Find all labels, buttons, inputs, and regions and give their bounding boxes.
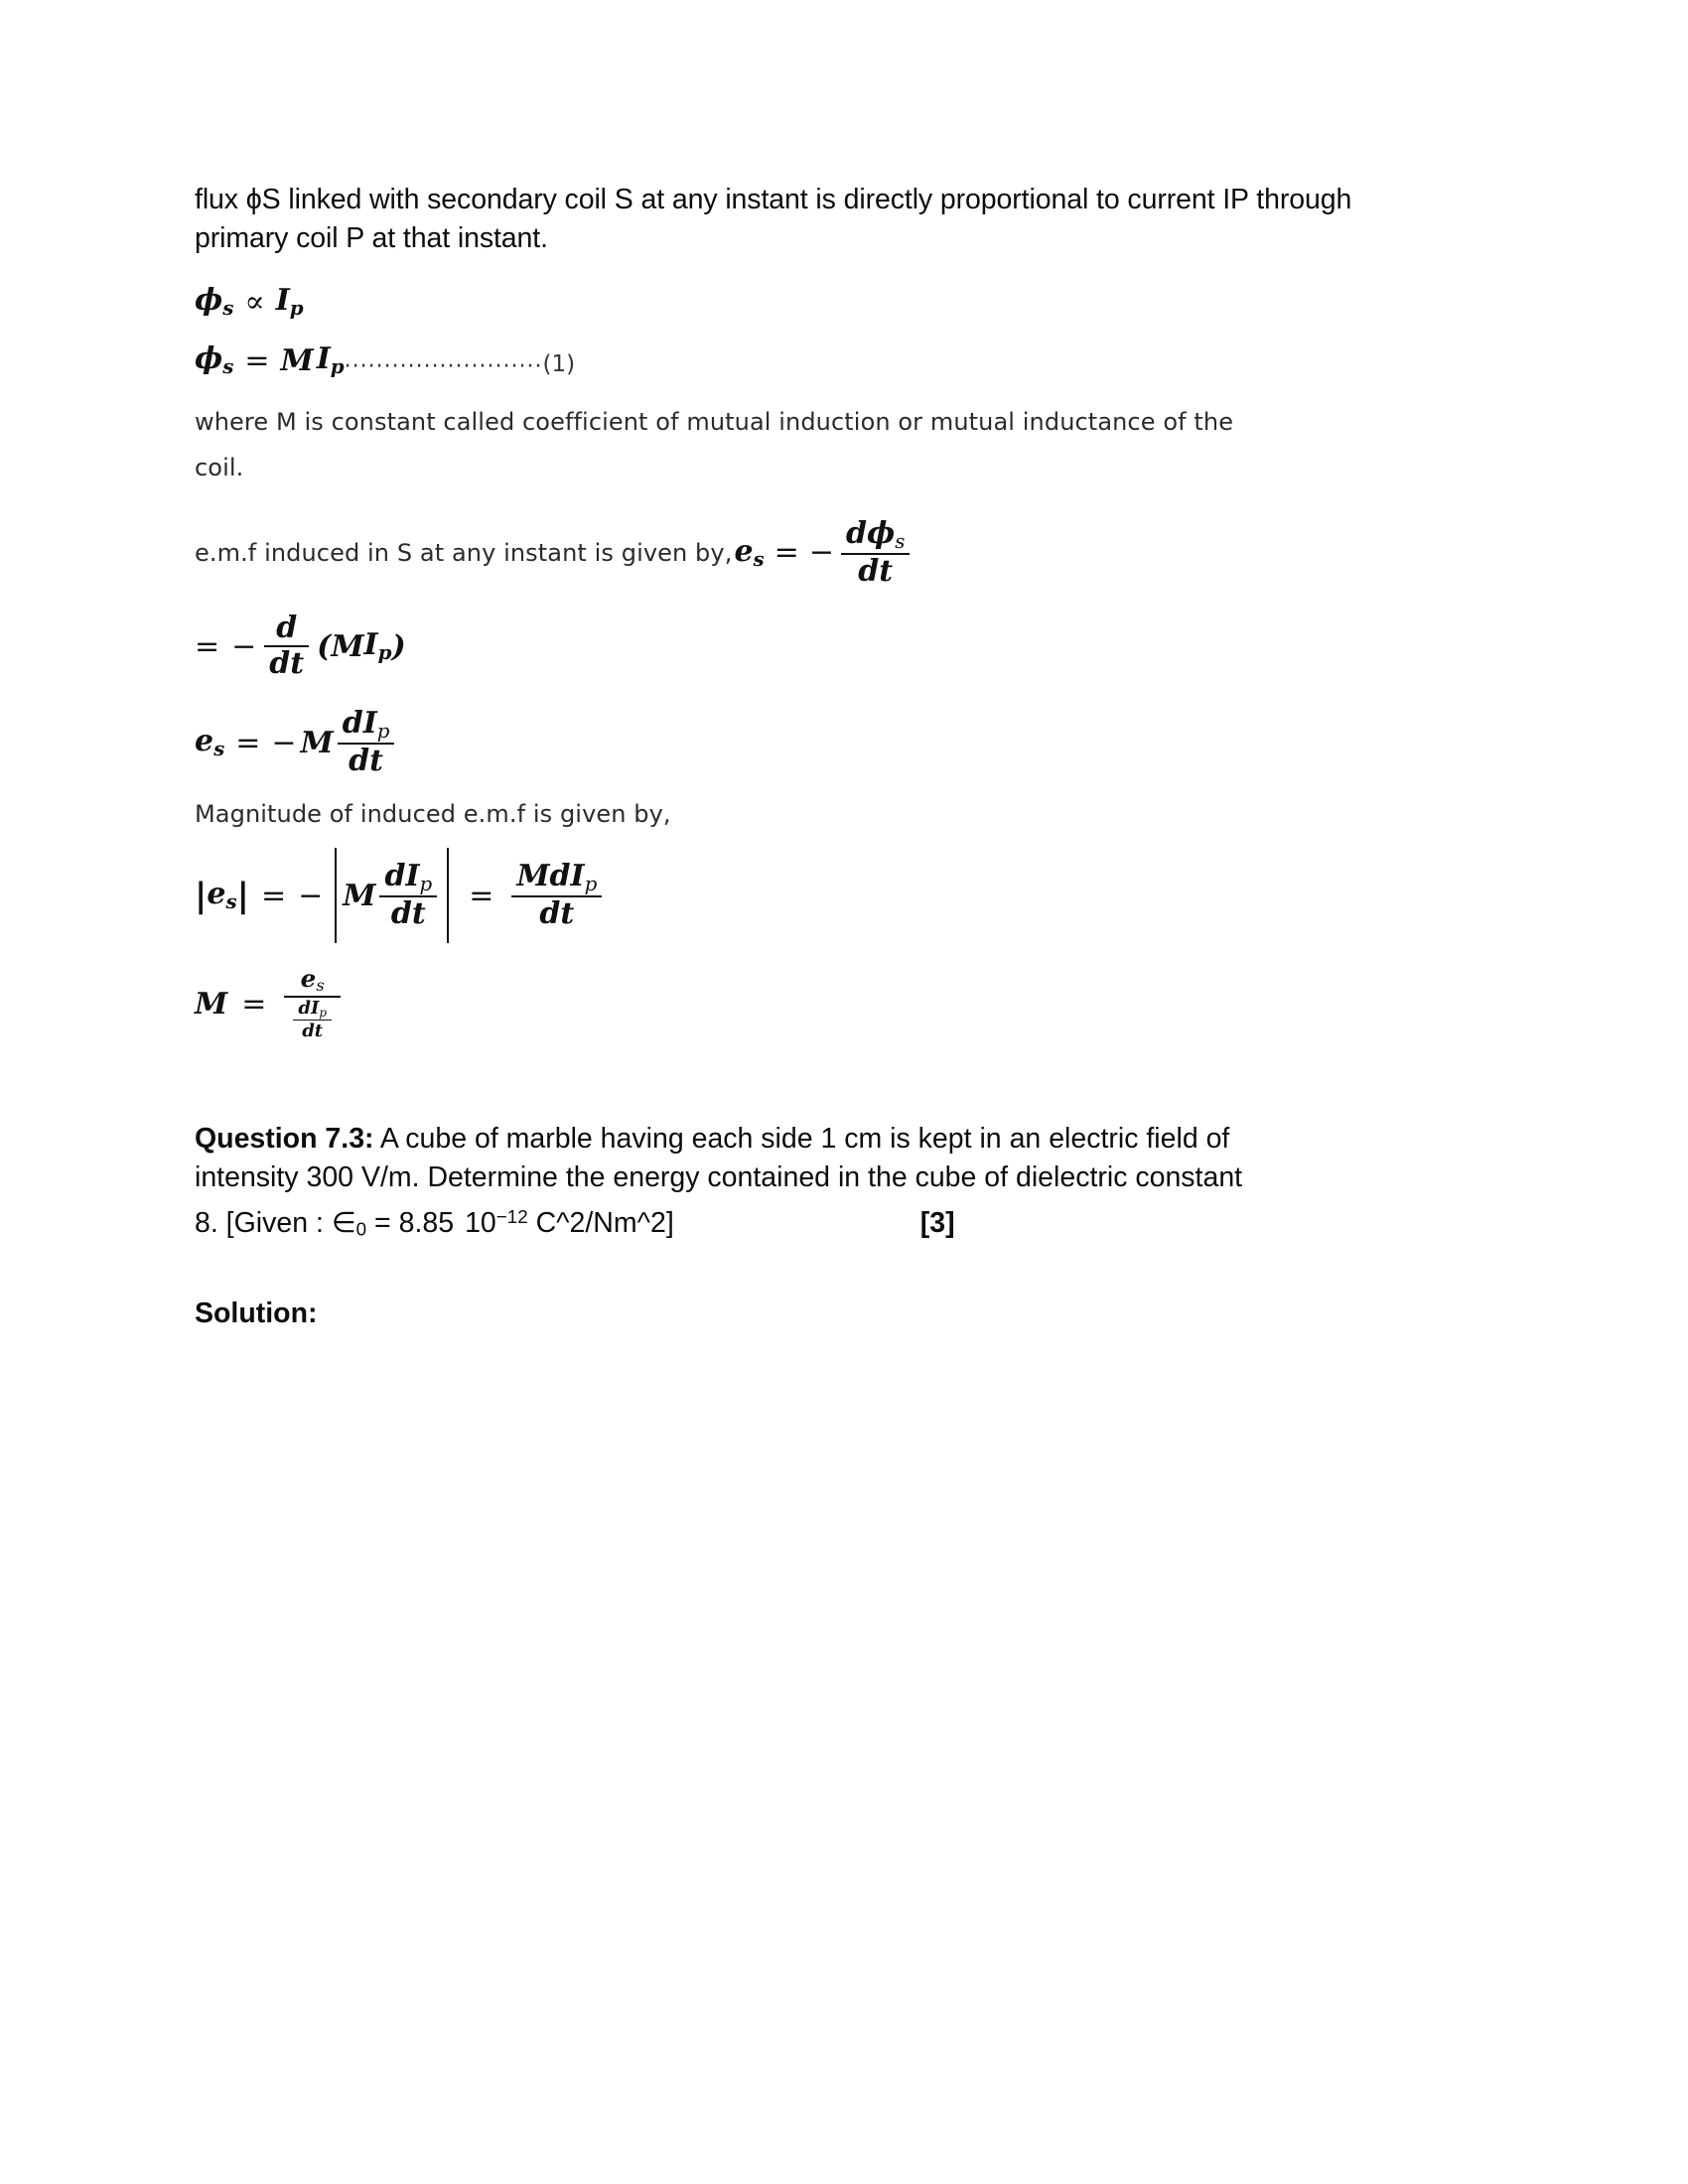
question-units: C^2/Nm^2] [527, 1207, 674, 1240]
mutual-inductance-symbol: M [280, 342, 314, 378]
mdip-dt-fraction [511, 858, 602, 931]
equals-operator: = [244, 342, 270, 378]
dphi-dt-fraction [841, 515, 910, 589]
minus-operator: − [808, 535, 834, 571]
equation-expand [195, 604, 1426, 689]
document-content [195, 181, 1426, 1330]
question-label: Question 7.3: [195, 1123, 374, 1155]
fraction-numerator [296, 966, 330, 996]
inner-fraction-denominator: dt [302, 1021, 324, 1042]
equation-mutual-inductance-definition [195, 949, 1426, 1058]
equals-operator: = [774, 535, 799, 571]
question-block [195, 1120, 1426, 1248]
equation-absolute-emf [195, 848, 1426, 943]
fraction-denominator: dt [349, 743, 383, 778]
subscript-p: p [584, 872, 598, 895]
i-symbol: I [362, 705, 377, 741]
abs-bar-left-outer: | [195, 876, 208, 915]
m-outer-fraction [284, 966, 341, 1040]
dip-dt-inner-fraction [293, 1000, 332, 1041]
inner-fraction-numerator [293, 1000, 332, 1020]
equals-operator: = [235, 725, 261, 760]
current-ip-symbol: $I_p$ [363, 627, 392, 665]
paren-close: ) [391, 628, 406, 664]
marks-badge: [3] [919, 1207, 955, 1240]
fraction-denominator [284, 998, 341, 1041]
phi-symbol: ϕ [866, 515, 896, 551]
note-magnitude: Magnitude of induced e.m.f is given by, [195, 800, 671, 828]
fraction-denominator: dt [269, 645, 305, 681]
subscript-s: s [895, 529, 906, 553]
current-ip-symbol: $I_p$ [275, 283, 304, 321]
equals-operator: = [260, 878, 287, 913]
fraction-numerator: d [276, 610, 298, 645]
note-where-m-line1: where M is constant called coefficient of mutual induction or mutual inductance of the [195, 408, 1234, 436]
fraction-numerator [841, 515, 910, 553]
subscript-p: p [376, 719, 390, 743]
equals-operator: = [195, 628, 220, 664]
note-where-m [195, 399, 1426, 490]
question-line-2: intensity 300 V/m. Determine the energy contained in the cube of dielectric constant [195, 1161, 1243, 1193]
question-line-3 [195, 1197, 1426, 1248]
d-symbol: d [384, 858, 406, 893]
minus-operator: − [298, 878, 324, 913]
fraction-denominator: dt [390, 895, 426, 931]
equals-operator-2: = [469, 878, 494, 913]
solution-label: Solution: [195, 1297, 318, 1330]
equals-operator: = [241, 986, 267, 1022]
power-of-ten: $10^{-12}$ [465, 1206, 528, 1240]
emf-es-symbol: $e_s$ [207, 877, 237, 914]
question-given-prefix: 8. [Given : [195, 1207, 332, 1240]
emf-es-symbol: $e_s$ [734, 534, 765, 572]
dotted-leader: ························· [344, 353, 543, 379]
intro-paragraph: flux ϕS linked with secondary coil S at any instant is directly proportional to current IP through primary coil P at that instant. [195, 184, 1352, 254]
epsilon-naught-symbol: $\in_0$ [331, 1207, 367, 1240]
equation-proportionality [195, 280, 1426, 324]
equation-es [195, 697, 1426, 788]
epsilon-value: = 8.85 [366, 1207, 455, 1240]
i-symbol: I [570, 858, 585, 893]
abs-bar-right-outer: | [236, 876, 249, 915]
d-symbol: d [298, 998, 311, 1020]
question-line-1 [195, 1120, 1426, 1159]
equation-emf-row [195, 516, 1426, 590]
note-where-m-line2: coil. [195, 454, 244, 481]
d-symbol: d [845, 515, 867, 551]
phi-s-symbol: $\phi_s$ [195, 341, 234, 379]
m-symbol: M [516, 858, 550, 893]
mutual-inductance-symbol: M [300, 725, 334, 760]
d-symbol: d [549, 858, 571, 893]
equation-one [195, 338, 1426, 383]
fraction-numerator [379, 858, 437, 895]
emf-lead-text: e.m.f induced in S at any instant is given by, [195, 539, 733, 567]
fraction-denominator: dt [539, 895, 575, 931]
emf-expression [734, 515, 914, 589]
d-dt-fraction [264, 610, 309, 681]
current-ip-symbol: $I_p$ [316, 341, 345, 379]
subscript-p: p [419, 872, 433, 895]
e-symbol: e [300, 964, 317, 994]
abs-bar-left-tall [335, 848, 337, 943]
minus-operator: − [231, 628, 257, 664]
question-line-1-text: A cube of marble having each side 1 cm is kept in an electric field of [373, 1123, 1230, 1155]
mutual-inductance-symbol: M [195, 986, 228, 1022]
phi-s-symbol: $\phi_s$ [195, 283, 234, 321]
mutual-inductance-symbol: M [331, 628, 364, 664]
fraction-numerator [511, 858, 602, 895]
dip-dt-fraction [379, 858, 437, 931]
paren-open: ( [317, 628, 332, 664]
subscript-s: s [316, 976, 325, 996]
fraction-denominator: dt [858, 553, 894, 589]
dip-dt-fraction [338, 705, 395, 778]
minus-operator: − [271, 725, 297, 760]
equation-number: (1) [542, 351, 576, 377]
proportional-operator: ∝ [244, 284, 265, 320]
abs-bar-right-tall [447, 848, 449, 943]
i-symbol: I [405, 858, 420, 893]
mutual-inductance-symbol: M [343, 878, 376, 913]
emf-es-symbol: $e_s$ [195, 724, 225, 761]
fraction-numerator [338, 705, 395, 743]
subscript-p: p [319, 1006, 327, 1021]
d-symbol: d [342, 705, 363, 741]
i-symbol: I [310, 998, 320, 1020]
